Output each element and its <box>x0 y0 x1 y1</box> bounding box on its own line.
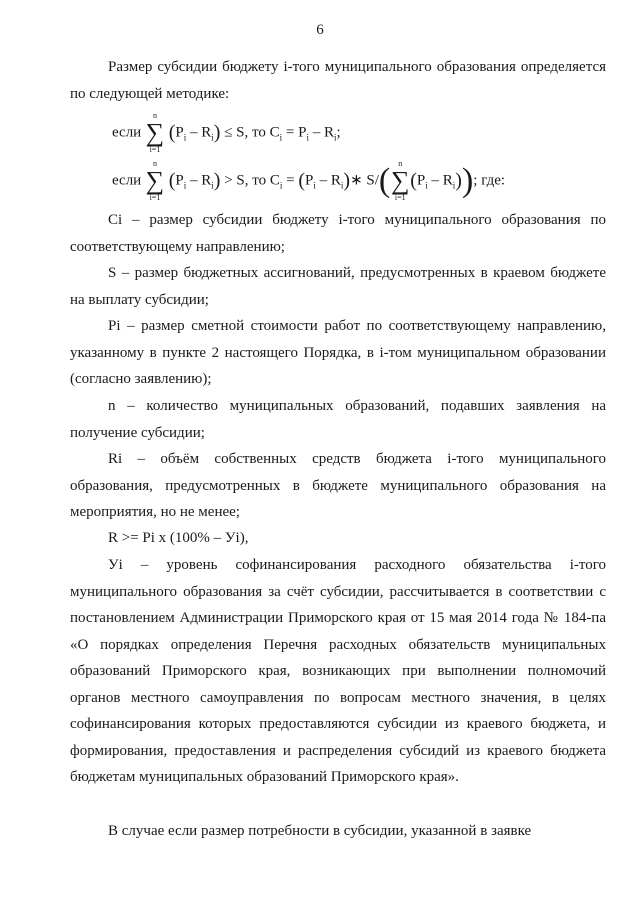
formula-1-if: если <box>112 124 142 141</box>
definition-ci: Ci – размер субсидии бюджету i-того муниципального образования по соответствующему направлению; <box>70 212 606 255</box>
intro-paragraph: Размер субсидии бюджету i-того муниципального образования определяется по следующей методике: <box>70 59 606 102</box>
definition-n: n – количество муниципальных образований, подавших заявления на получение субсидии; <box>70 398 606 441</box>
formula-2: если n ∑ i=1 $(P_i - R_i) > S$, то $C_i = (P_i$ – $R_i)∗$ S/( n ∑ i=1 $(P_i - R_i)$); где: <box>112 159 506 202</box>
sum-symbol: n ∑ i=1 <box>145 111 165 154</box>
sum-symbol: n ∑ i=1 <box>145 159 165 202</box>
definition-s: S – размер бюджетных ассигнований, предусмотренных в краевом бюджете на выплату субсидии; <box>70 265 606 308</box>
formula-1: если n ∑ i=1 $(P_i - R_i) \le S$, то $C_i = P_i - R_i$; <box>112 111 341 154</box>
definition-pi: Pi – размер сметной стоимости работ по соответствующему направлению, указанному в пункте 2 настоящего Порядка, в i-том муниципальном образовании (согласно заявлению); <box>70 318 606 387</box>
page-number: 6 <box>316 22 324 38</box>
formula-r: R >= Pi x (100% – Уi), <box>108 530 249 546</box>
formula-2-if: если <box>112 172 142 189</box>
closing-paragraph: В случае если размер потребности в субсидии, указанной в заявке <box>108 823 532 839</box>
definition-yi: Уi – уровень софинансирования расходного обязательства i-того муниципального образования за счёт субсидии, рассчитывается в соответствии с постановлением Администрации Приморского края от 15 мая 2014 года № 184-па «О порядках определения Перечня расходных обязательств муниципальных образований Приморского края, возникающих при выполнении полномочий органов местного самоуправления по вопросам местного значения, в целях софинансирования которых предоставляются субсидии из краевого бюджета, и формирования, предоставления и распределения субсидий из краевого бюджета бюджетам муниципальных образований Приморского края». <box>70 557 606 785</box>
definition-ri: Ri – объём собственных средств бюджета i-того муниципального образования, предусмотренных в бюджете муниципального образования на мероприятия, но не менее; <box>70 451 606 520</box>
